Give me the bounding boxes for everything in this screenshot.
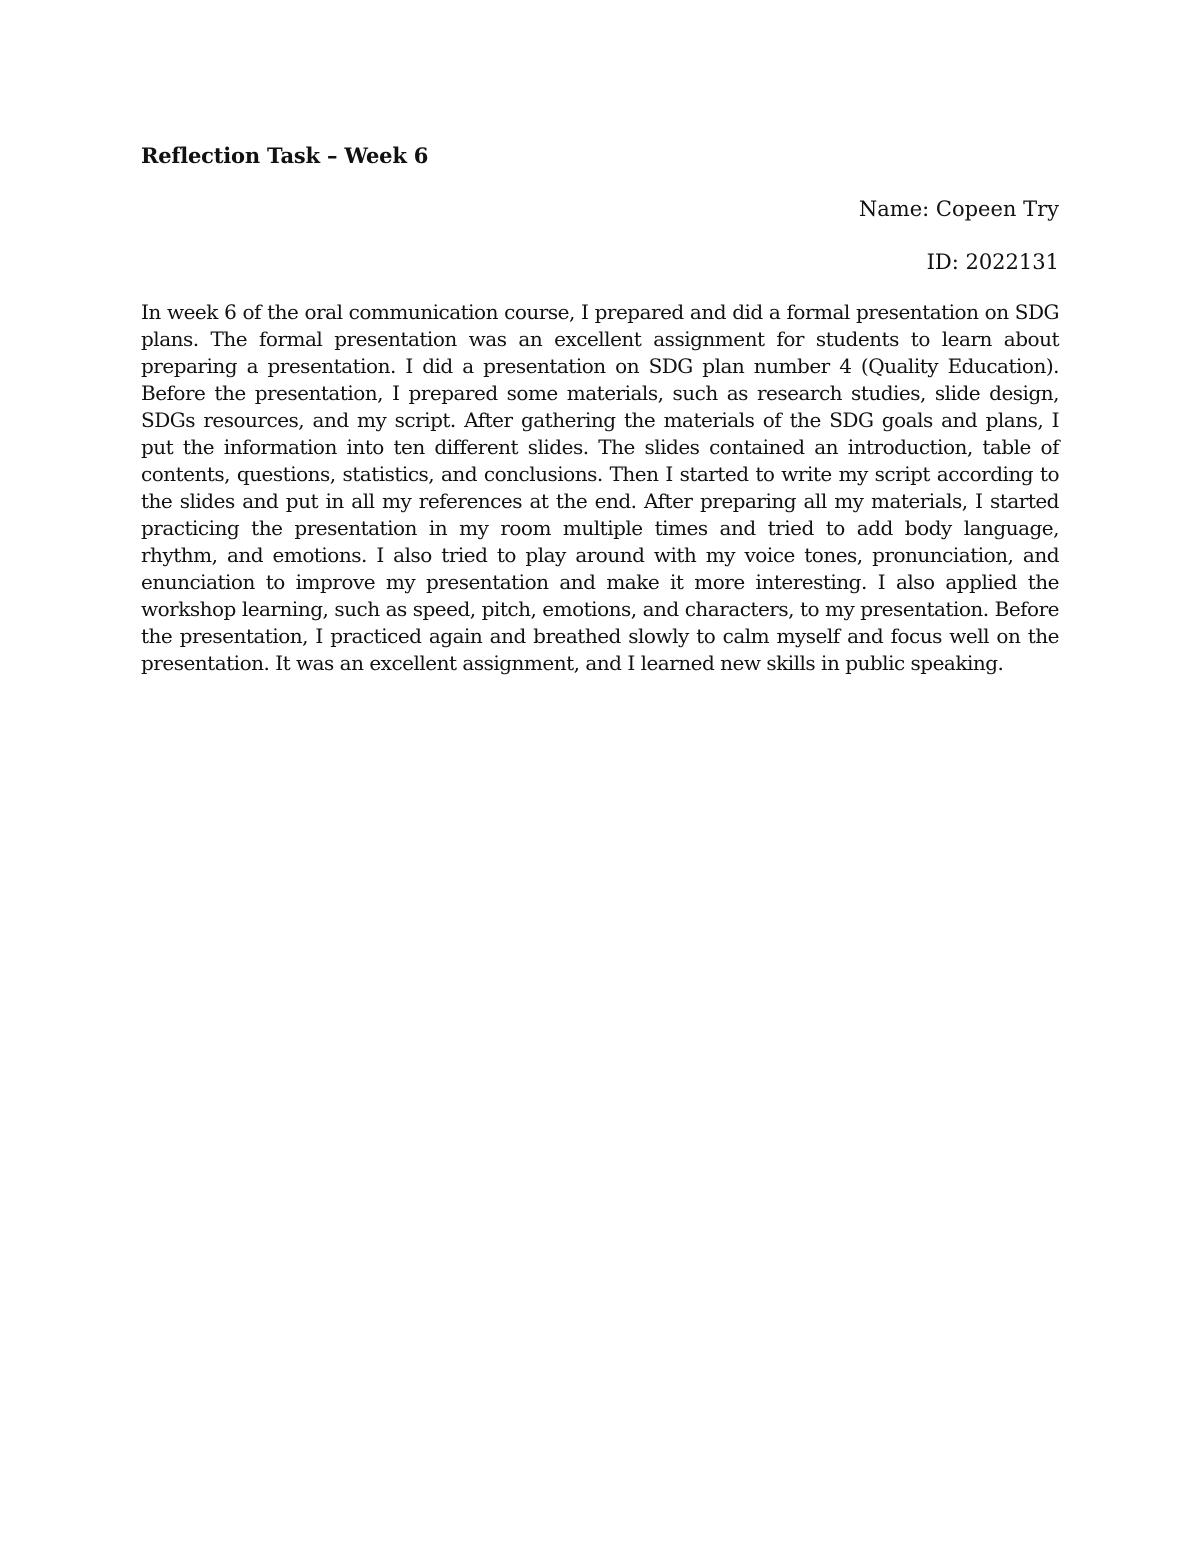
document-title: Reflection Task – Week 6 — [141, 143, 429, 168]
reflection-paragraph: In week 6 of the oral communication course, I prepared and did a formal presentation on SDG plans. The formal presentation was an excellent assignment for students to learn about preparing a presentation. I did a presentation on SDG plan number 4 (Quality Education). Before the presentation, I prepared some materials, such as research studies, slide design, SDGs resources, and my script. After gathering the materials of the SDG goals and plans, I put the information into ten different slides. The slides contained an introduction, table of contents, questions, statistics, and conclusions. Then I started to write my script according to the slides and put in all my references at the end. After preparing all my materials, I started practicing the presentation in my room multiple times and tried to add body language, rhythm, and emotions. I also tried to play around with my voice tones, pronunciation, and enunciation to improve my presentation and make it more interesting. I also applied the workshop learning, such as speed, pitch, emotions, and characters, to my presentation. Before the presentation, I practiced again and breathed slowly to calm myself and focus well on the presentation. It was an excellent assignment, and I learned new skills in public speaking. — [141, 300, 1059, 675]
id-line: ID: 2022131 — [926, 250, 1059, 274]
name-line: Name: Copeen Try — [858, 197, 1059, 221]
document-content — [141, 140, 1059, 677]
